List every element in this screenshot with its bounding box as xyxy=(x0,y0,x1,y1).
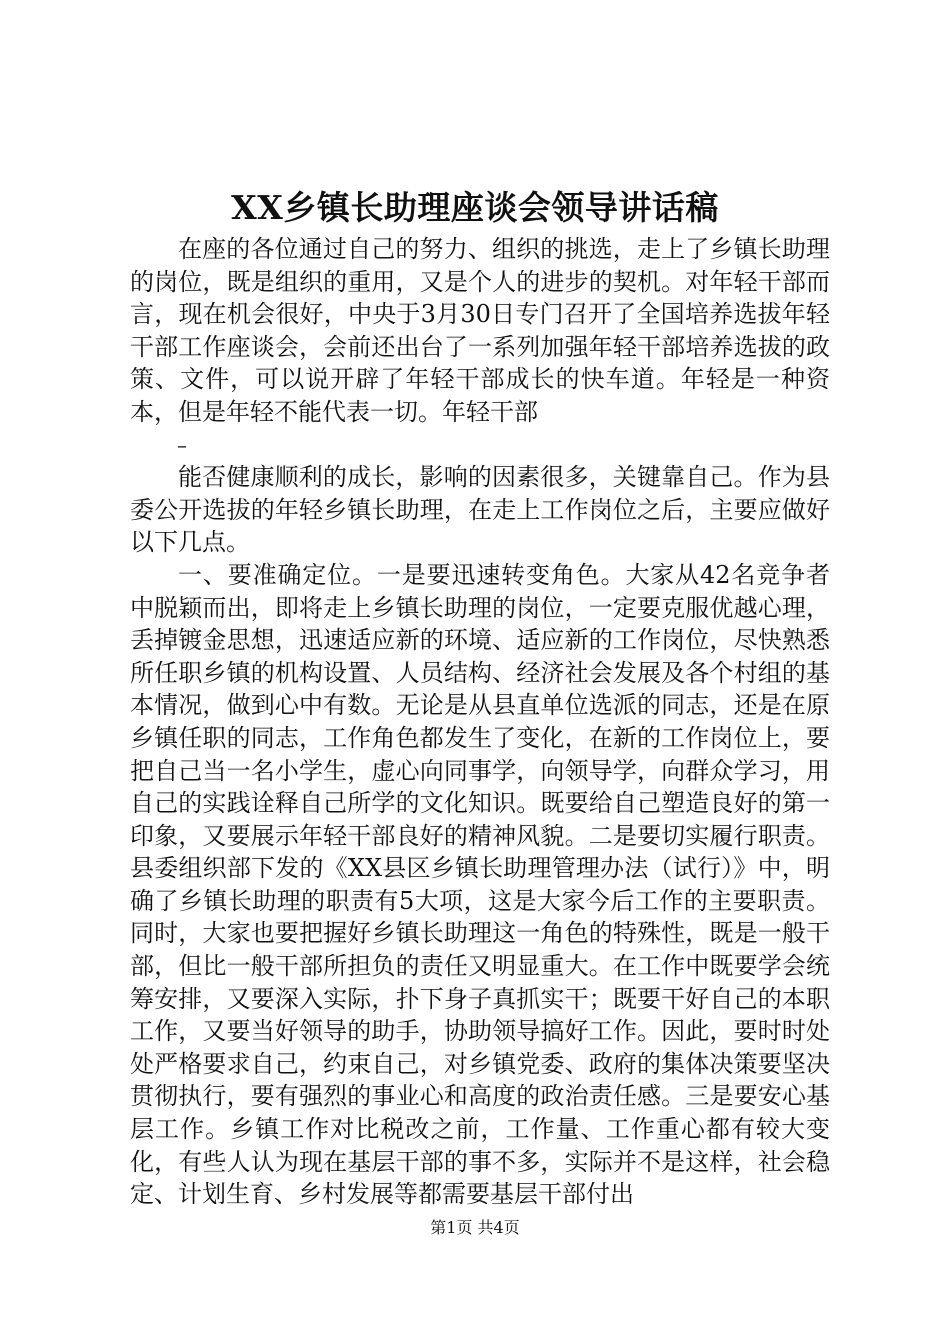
stray-dash-line: – xyxy=(177,432,187,457)
paragraph-intro: 在座的各位通过自己的努力、组织的挑选，走上了乡镇长助理的岗位，既是组织的重用，又是个人的进步的契机。对年轻干部而言，现在机会很好，中央于3月30日专门召开了全国培养选拔年轻干部工作座谈会，会前还出台了一系列加强年轻干部培养选拔的政策、文件，可以说开辟了年轻干部成长的快车道。年轻是一种资本，但是年轻不能代表一切。年轻干部 xyxy=(130,235,830,426)
paragraph-positioning: 一、要准确定位。一是要迅速转变角色。大家从42名竞争者中脱颖而出，即将走上乡镇长助理的岗位，一定要克服优越心理，丢掉镀金思想，迅速适应新的环境、适应新的工作岗位，尽快熟悉所任职乡镇的机构设置、人员结构、经济社会发展及各个村组的基本情况，做到心中有数。无论是从县直单位选派的同志，还是在原乡镇任职的同志，工作角色都发生了变化，在新的工作岗位上，要把自己当一名小学生，虚心向同事学，向领导学，向群众学习，用自己的实践诠释自己所学的文化知识。既要给自己塑造良好的第一印象，又要展示年轻干部良好的精神风貌。二是要切实履行职责。县委组织部下发的《XX县区乡镇长助理管理办法（试行）》中，明确了乡镇长助理的职责有5大项，这是大家今后工作的主要职责。同时，大家也要把握好乡镇长助理这一角色的特殊性，既是一般干部，但比一般干部所担负的责任又明显重大。在工作中既要学会统筹安排，又要深入实际，扑下身子真抓实干；既要干好自己的本职工作，又要当好领导的助手，协助领导搞好工作。因此，要时时处处严格要求自己，约束自己，对乡镇党委、政府的集体决策要坚决贯彻执行，要有强烈的事业心和高度的政治责任感。三是要安心基层工作。乡镇工作对比税改之前，工作量、工作重心都有较大变化，有些人认为现在基层干部的事不多，实际并不是这样，社会稳定、计划生育、乡村发展等都需要基层干部付出 xyxy=(130,560,830,1209)
paragraph-growth: 能否健康顺利的成长，影响的因素很多，关键靠自己。作为县委公开选拔的年轻乡镇长助理，在走上工作岗位之后，主要应做好以下几点。 xyxy=(130,463,830,557)
document-body xyxy=(130,233,830,1211)
page-number-footer: 第1页 共4页 xyxy=(430,1218,520,1237)
document-title: XX乡镇长助理座谈会领导讲话稿 xyxy=(231,188,719,227)
